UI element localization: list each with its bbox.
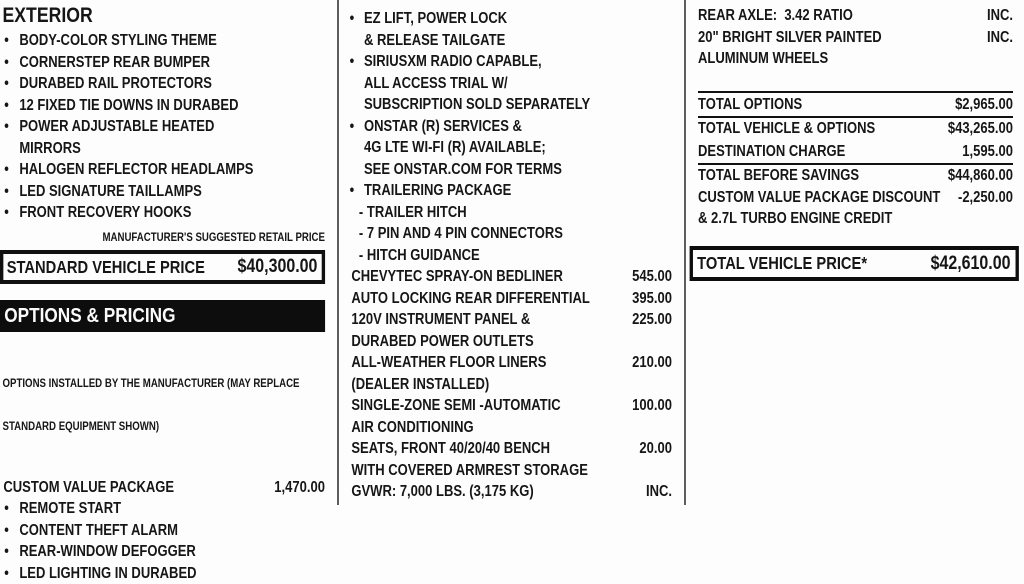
msrp-note: MANUFACTURER'S SUGGESTED RETAIL PRICE (0, 232, 325, 245)
custom-value-package-price: 1,470.00 (268, 477, 325, 499)
feature-line-continuation: & RELEASE TAILGATE (348, 30, 672, 52)
option-price: 210.00 (625, 352, 672, 374)
included-price: INC. (980, 27, 1013, 49)
feature-line: • SIRIUSXM RADIO CAPABLE, (348, 51, 672, 73)
totals-row-total-options (698, 93, 1013, 119)
totals-label: TOTAL OPTIONS (698, 94, 802, 116)
feature-line: • EZ LIFT, POWER LOCK (348, 8, 672, 30)
totals-value: -2,250.00 (958, 187, 1013, 209)
totals-row-package-discount (698, 187, 1013, 209)
option-label: DURABED POWER OUTLETS (351, 331, 533, 353)
priced-option-list (348, 266, 672, 503)
included-label: REAR AXLE: 3.42 RATIO (698, 5, 853, 27)
totals-row-vehicle-options (698, 118, 1013, 140)
option-price: 395.00 (625, 288, 672, 310)
option-price: 225.00 (625, 309, 672, 331)
totals-label: CUSTOM VALUE PACKAGE DISCOUNT (698, 187, 940, 209)
totals-label: DESTINATION CHARGE (698, 141, 845, 163)
option-row (348, 288, 672, 310)
totals-row-destination-charge (698, 140, 1013, 166)
totals-row-before-savings (698, 165, 1013, 187)
included-label: ALUMINUM WHEELS (698, 48, 828, 70)
right-column (698, 0, 1013, 281)
standard-vehicle-price-value: $40,300.00 (238, 257, 318, 277)
totals-label: TOTAL BEFORE SAVINGS (698, 165, 859, 187)
sub-feature-line: - TRAILER HITCH (348, 202, 672, 224)
standard-vehicle-price-box (0, 250, 325, 284)
total-vehicle-price-box (690, 246, 1019, 281)
included-row (698, 27, 1013, 49)
feature-line-continuation: 4G LTE WI-FI (R) AVAILABLE; (348, 137, 672, 159)
feature-line: • CORNERSTEP REAR BUMPER (0, 52, 325, 74)
options-installed-note-line1: OPTIONS INSTALLED BY THE MANUFACTURER (MAY REPLACE (3, 377, 325, 392)
feature-line: • ONSTAR (R) SERVICES & (348, 116, 672, 138)
feature-line: • LED LIGHTING IN DURABED (0, 563, 325, 584)
custom-value-package-row (0, 477, 325, 499)
included-row-continuation (698, 48, 1013, 70)
option-row-continuation (348, 460, 672, 482)
option-price: 100.00 (625, 395, 672, 417)
column-divider-left (337, 0, 339, 505)
options-installed-note (0, 348, 325, 464)
option-row (348, 266, 672, 288)
feature-line: • CONTENT THEFT ALARM (0, 520, 325, 542)
totals-row-engine-credit (698, 208, 1013, 230)
option-row (348, 438, 672, 460)
exterior-section-title: EXTERIOR (3, 4, 325, 28)
option-label: CHEVYTEC SPRAY-ON BEDLINER (351, 266, 562, 288)
total-vehicle-price-label: TOTAL VEHICLE PRICE* (697, 253, 867, 274)
feature-line-continuation: MIRRORS (0, 138, 325, 160)
option-price: 545.00 (625, 266, 672, 288)
option-label: SINGLE-ZONE SEMI -AUTOMATIC (351, 395, 560, 417)
totals-value: $43,265.00 (948, 118, 1013, 140)
option-label: ALL-WEATHER FLOOR LINERS (351, 352, 546, 374)
totals-value: $2,965.00 (955, 94, 1013, 116)
options-installed-note-line2: STANDARD EQUIPMENT SHOWN) (3, 420, 325, 435)
custom-value-package-label: CUSTOM VALUE PACKAGE (3, 477, 174, 499)
option-label: AIR CONDITIONING (351, 417, 473, 439)
option-label: AUTO LOCKING REAR DIFFERENTIAL (351, 288, 589, 310)
option-label: GVWR: 7,000 LBS. (3,175 KG) (351, 481, 533, 503)
totals-label: & 2.7L TURBO ENGINE CREDIT (698, 208, 892, 230)
included-row (698, 5, 1013, 27)
total-vehicle-price-value: $42,610.00 (931, 253, 1011, 274)
feature-line: • HALOGEN REFLECTOR HEADLAMPS (0, 159, 325, 181)
feature-line: • REAR-WINDOW DEFOGGER (0, 541, 325, 563)
feature-line: • TRAILERING PACKAGE (348, 180, 672, 202)
feature-line-continuation: SEE ONSTAR.COM FOR TERMS (348, 159, 672, 181)
left-column (0, 0, 325, 584)
package-feature-list (0, 498, 325, 584)
option-row (348, 309, 672, 331)
exterior-feature-list (0, 30, 325, 224)
feature-line: • REMOTE START (0, 498, 325, 520)
included-option-list (698, 5, 1013, 70)
middle-column (348, 0, 672, 503)
standard-feature-list (348, 8, 672, 266)
option-row-continuation (348, 331, 672, 353)
option-label: WITH COVERED ARMREST STORAGE (351, 460, 588, 482)
option-row (348, 395, 672, 417)
option-row-continuation (348, 417, 672, 439)
standard-vehicle-price-label: STANDARD VEHICLE PRICE (7, 257, 205, 277)
feature-line: • LED SIGNATURE TAILLAMPS (0, 181, 325, 203)
option-row-continuation (348, 374, 672, 396)
feature-line: • 12 FIXED TIE DOWNS IN DURABED (0, 95, 325, 117)
totals-value: $44,860.00 (948, 165, 1013, 187)
option-label: SEATS, FRONT 40/20/40 BENCH (351, 438, 550, 460)
option-row (348, 352, 672, 374)
feature-line: • DURABED RAIL PROTECTORS (0, 73, 325, 95)
options-pricing-section-header: OPTIONS & PRICING (0, 300, 325, 332)
totals-value: 1,595.00 (962, 141, 1013, 163)
feature-line: • FRONT RECOVERY HOOKS (0, 202, 325, 224)
option-label: 120V INSTRUMENT PANEL & (351, 309, 530, 331)
option-price: INC. (639, 481, 672, 503)
included-price: INC. (980, 5, 1013, 27)
feature-line-continuation: ALL ACCESS TRIAL W/ (348, 73, 672, 95)
totals-table (698, 91, 1013, 230)
option-price: 20.00 (633, 438, 672, 460)
feature-line-continuation: SUBSCRIPTION SOLD SEPARATELY (348, 94, 672, 116)
feature-line: • POWER ADJUSTABLE HEATED (0, 116, 325, 138)
totals-label: TOTAL VEHICLE & OPTIONS (698, 118, 875, 140)
option-row (348, 481, 672, 503)
sub-feature-line: - HITCH GUIDANCE (348, 245, 672, 267)
column-divider-right (684, 0, 686, 505)
included-label: 20" BRIGHT SILVER PAINTED (698, 27, 882, 49)
feature-line: • BODY-COLOR STYLING THEME (0, 30, 325, 52)
sub-feature-line: - 7 PIN AND 4 PIN CONNECTORS (348, 223, 672, 245)
option-label: (DEALER INSTALLED) (351, 374, 489, 396)
